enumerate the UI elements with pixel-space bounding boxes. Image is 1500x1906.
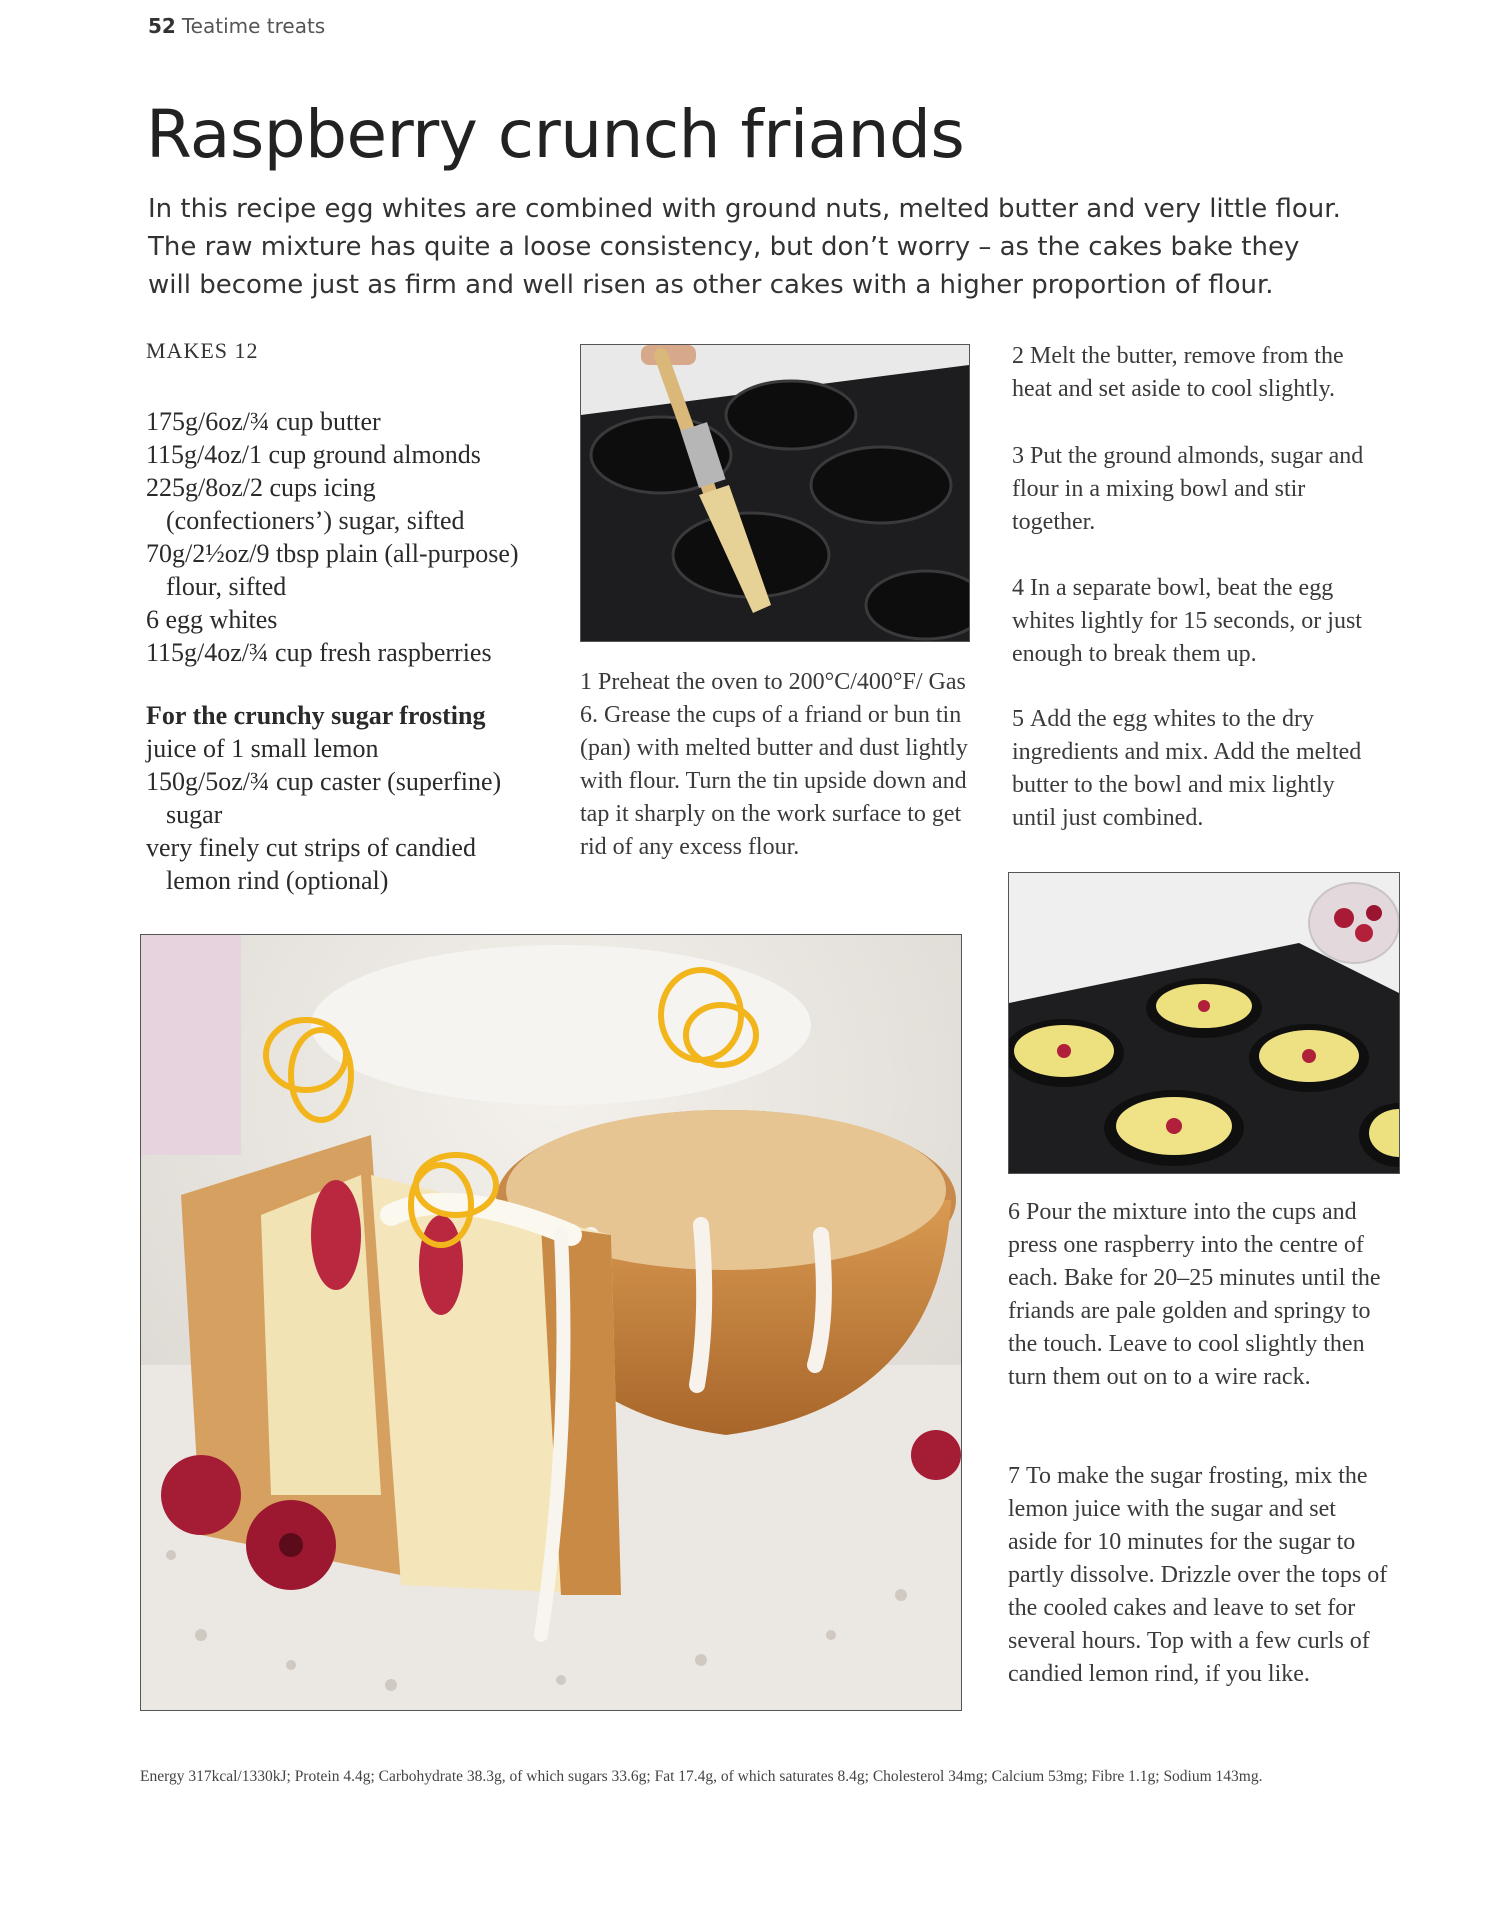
frosting-item: juice of 1 small lemon bbox=[146, 734, 379, 763]
step-3: 3 Put the ground almonds, sugar and flour in a mixing bowl and stir together. bbox=[1012, 443, 1364, 535]
ingredient-item: 6 egg whites bbox=[146, 605, 278, 634]
step-4: 4 In a separate bowl, beat the egg whites lightly for 15 seconds, or just enough to break them up. bbox=[1012, 575, 1362, 667]
photo-greasing-tin bbox=[580, 344, 970, 642]
frosting-item: 150g/5oz/¾ cup caster (superfine) sugar bbox=[146, 767, 502, 829]
section-name: Teatime treats bbox=[181, 14, 326, 38]
recipe-title: Raspberry crunch friands bbox=[146, 96, 965, 173]
photo-batter-in-tin bbox=[1008, 872, 1400, 1174]
running-head bbox=[148, 14, 325, 38]
page-number: 52 bbox=[148, 14, 176, 38]
recipe-intro: In this recipe egg whites are combined with ground nuts, melted butter and very little flour. The raw mixture has quite a loose consistency, but don’t worry – as the cakes bake they will become just as firm and well risen as other cakes with a higher proportion of flour. bbox=[148, 194, 1341, 300]
ingredient-item: 115g/4oz/1 cup ground almonds bbox=[146, 440, 481, 469]
ingredient-item: 115g/4oz/¾ cup fresh raspberries bbox=[146, 638, 492, 667]
step-1: 1 Preheat the oven to 200°C/400°F/ Gas 6. Grease the cups of a friand or bun tin (pan) with melted butter and dust lightly with flour. Turn the tin upside down and tap it sharply on the work surface to get rid of any excess flour. bbox=[580, 669, 968, 860]
step-2: 2 Melt the butter, remove from the heat and set aside to cool slightly. bbox=[1012, 343, 1344, 402]
step-7: 7 To make the sugar frosting, mix the lemon juice with the sugar and set aside for 10 minutes for the sugar to partly dissolve. Drizzle over the tops of the cooled cakes and leave to set for several hours. Top with a few curls of candied lemon rind, if you like. bbox=[1008, 1463, 1388, 1687]
ingredient-item: 70g/2½oz/9 tbsp plain (all-purpose) flour, sifted bbox=[146, 539, 519, 601]
ingredient-item: 175g/6oz/¾ cup butter bbox=[146, 407, 381, 436]
step-5: 5 Add the egg whites to the dry ingredients and mix. Add the melted butter to the bowl and mix lightly until just combined. bbox=[1012, 706, 1362, 831]
yield-label: MAKES 12 bbox=[146, 338, 259, 363]
nutrition-info: Energy 317kcal/1330kJ; Protein 4.4g; Carbohydrate 38.3g, of which sugars 33.6g; Fat 17.4g, of which saturates 8.4g; Cholesterol 34mg; Calcium 53mg; Fibre 1.1g; Sodium 143mg. bbox=[140, 1768, 1263, 1785]
ingredient-item: 225g/8oz/2 cups icing (confectioners’) sugar, sifted bbox=[146, 473, 465, 535]
frosting-heading: For the crunchy sugar frosting bbox=[146, 701, 486, 730]
step-6: 6 Pour the mixture into the cups and press one raspberry into the centre of each. Bake for 20–25 minutes until the friands are pale golden and springy to the touch. Leave to cool slightly then turn them out on to a wire rack. bbox=[1008, 1199, 1381, 1390]
ingredients-column bbox=[146, 334, 546, 897]
frosting-item: very finely cut strips of candied lemon rind (optional) bbox=[146, 833, 476, 895]
photo-finished-friands bbox=[140, 934, 962, 1711]
